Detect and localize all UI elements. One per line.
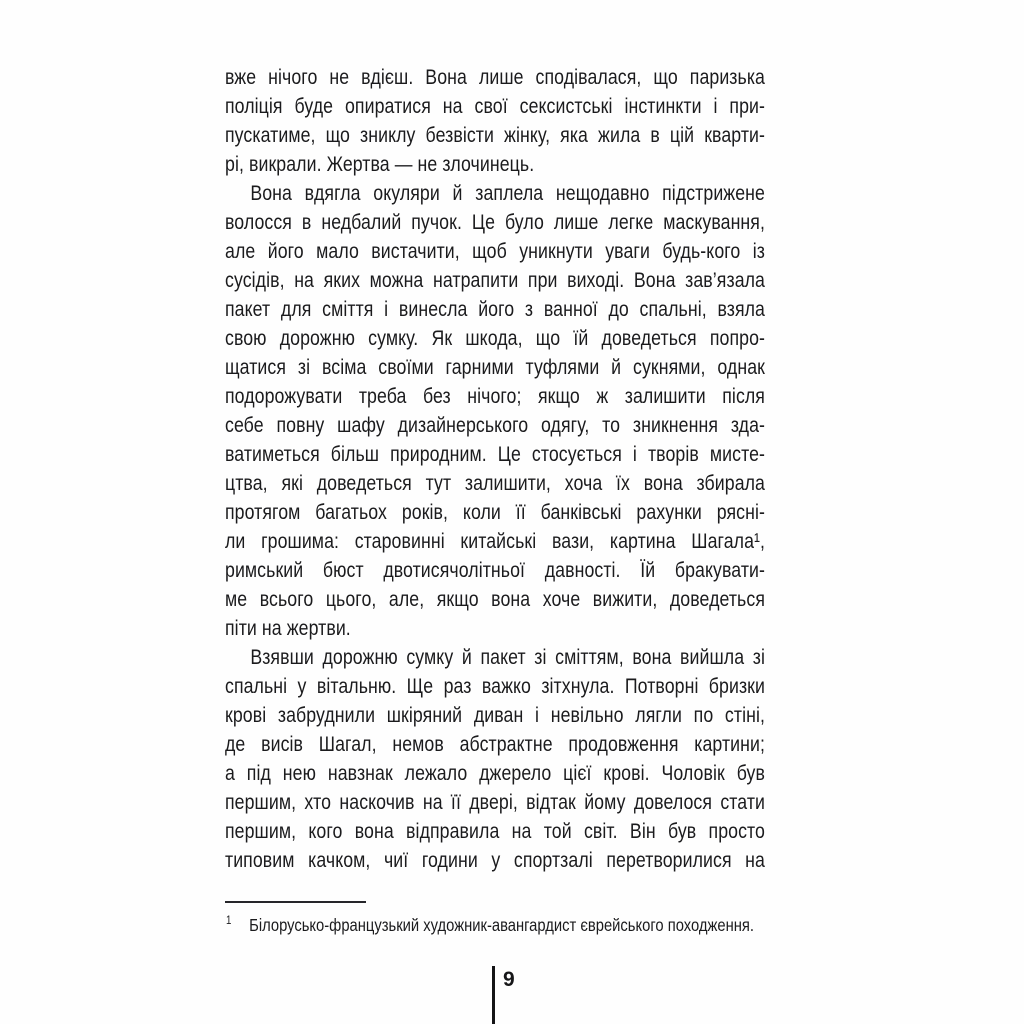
page-number: 9: [503, 968, 515, 991]
text-line: Взявши дорожню сумку й пакет зі сміттям, вона вийшла зі: [250, 646, 765, 669]
text-line: римський бюст двотисячолітньої давності. Їй бракувати-: [225, 559, 765, 582]
text-line: протягом багатьох років, коли її банківські рахунки рясні-: [225, 501, 765, 524]
text-line: щатися зі всіма своїми гарними туфлями й сукнями, однак: [225, 356, 765, 379]
footnote-text: Білорусько-французький художник-авангардист єврейського походження.: [249, 915, 754, 935]
text-line: а під нею навзнак лежало джерело цієї крові. Чоловік був: [225, 762, 765, 785]
text-line: спальні у вітальню. Ще раз важко зітхнула. Потворні бризки: [225, 675, 765, 698]
footnote-separator: [225, 901, 366, 903]
footnote-marker: 1: [226, 915, 232, 928]
text-line: волосся в недбалий пучок. Це було лише легке маскування,: [225, 211, 765, 234]
text-line: пускатиме, що зниклу безвісти жінку, яка жила в цій кварти-: [225, 124, 765, 147]
text-line: цтва, які доведеться тут залишити, хоча їх вона збирала: [225, 472, 765, 495]
text-line: крові забруднили шкіряний диван і невільно лягли по стіні,: [225, 704, 765, 727]
text-line: де висів Шагал, немов абстрактне продовження картини;: [225, 733, 765, 756]
text-line: себе повну шафу дизайнерського одягу, то зникнення зда-: [225, 414, 765, 437]
text-line: ватиметься більш природним. Це стосується і творів мисте-: [225, 443, 765, 466]
text-line: першим, хто наскочив на її двері, відтак йому довелося стати: [225, 791, 765, 814]
text-line: свою дорожню сумку. Як шкода, що їй доведеться попро-: [225, 327, 765, 350]
text-line: сусідів, на яких можна натрапити при виході. Вона зав’язала: [225, 269, 765, 292]
text-line: подорожувати треба без нічого; якщо ж залишити після: [225, 385, 765, 408]
paragraph: [225, 179, 765, 643]
paragraph: [225, 63, 765, 179]
text-line: поліція буде опиратися на свої сексистські інстинкти і при-: [225, 95, 765, 118]
text-line: Вона вдягла окуляри й заплела нещодавно підстрижене: [250, 182, 765, 205]
page-footer: [492, 966, 515, 1024]
text-line: але його мало вистачити, щоб уникнути уваги будь-кого із: [225, 240, 765, 263]
text-line: першим, кого вона відправила на той світ. Він був просто: [225, 820, 765, 843]
footnote: [226, 912, 783, 938]
page-number-divider: [492, 966, 495, 1024]
paragraph: [225, 643, 765, 875]
text-line: типовим качком, чиї години у спортзалі перетворилися на: [225, 849, 765, 872]
text-line: пакет для сміття і винесла його з ванної до спальні, взяла: [225, 298, 765, 321]
text-line: рі, викрали. Жертва — не злочинець.: [225, 153, 535, 176]
body-text: [225, 63, 765, 875]
text-line: вже нічого не вдієш. Вона лише сподівалася, що паризька: [225, 66, 765, 89]
text-line: піти на жертви.: [225, 617, 351, 640]
text-line: ли грошима: старовинні китайські вази, картина Шагала¹,: [225, 530, 765, 553]
text-line: ме всього цього, але, якщо вона хоче вижити, доведеться: [225, 588, 765, 611]
